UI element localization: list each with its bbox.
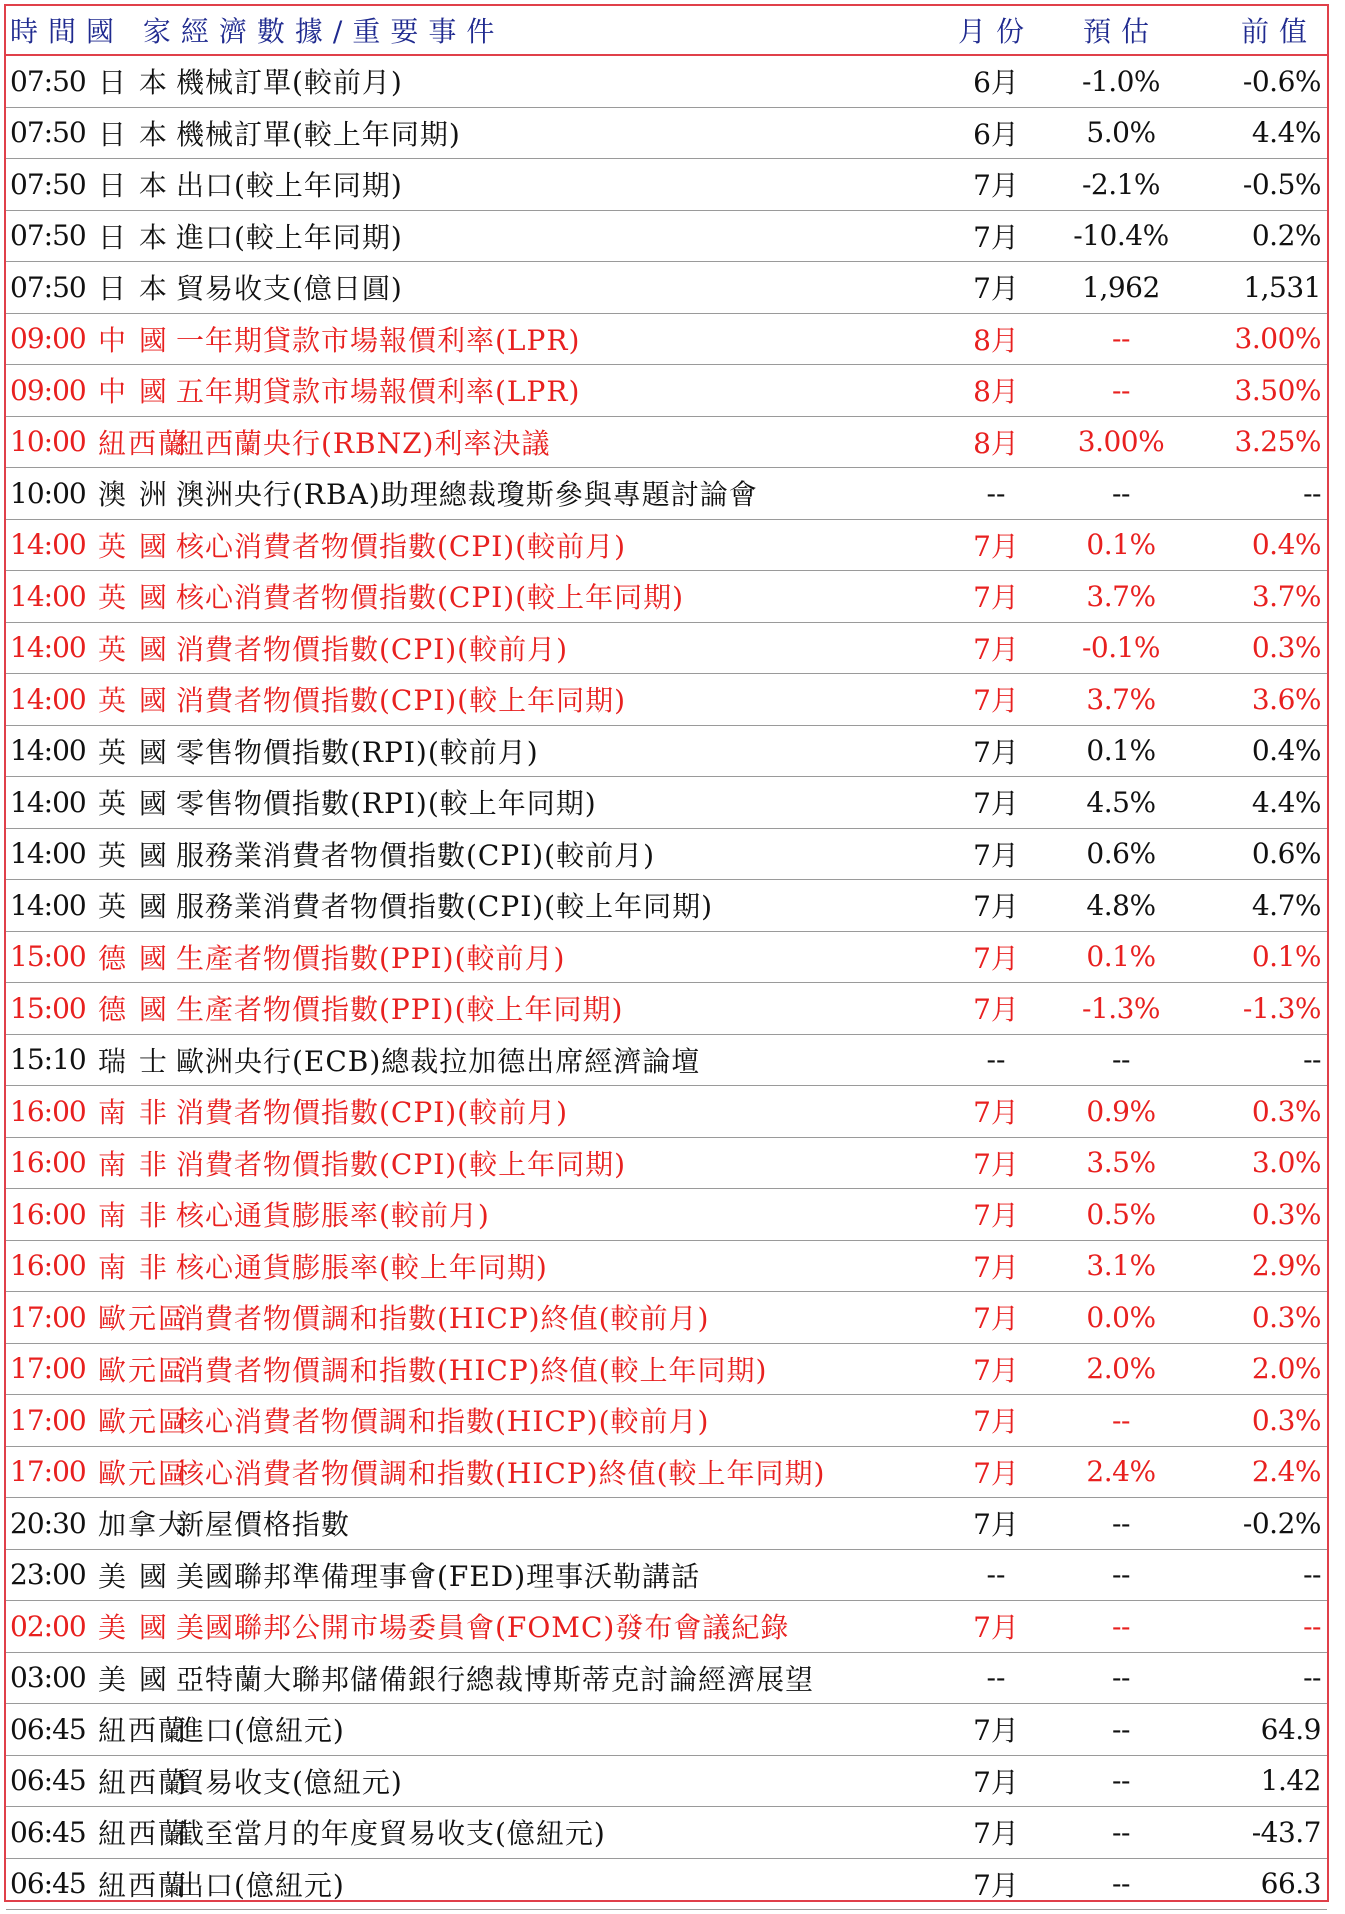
time-cell: 07:50: [10, 64, 86, 98]
previous-cell: 1.42: [1260, 1764, 1321, 1798]
country-cell: 英 國: [98, 735, 169, 769]
time-cell: 14:00: [10, 837, 86, 871]
previous-cell: 3.6%: [1251, 682, 1321, 716]
table-row: [6, 880, 1327, 932]
previous-cell: --: [1303, 1558, 1321, 1592]
event-cell: 歐洲央行(ECB)總裁拉加德出席經濟論壇: [176, 1044, 701, 1078]
estimate-cell: 5.0%: [1086, 116, 1156, 150]
header-time-country-event: 時間國 家經濟數據/重要事件: [10, 15, 505, 48]
event-cell: 消費者物價調和指數(HICP)終值(較上年同期): [176, 1353, 768, 1387]
event-cell: 亞特蘭大聯邦儲備銀行總裁博斯蒂克討論經濟展望: [176, 1662, 815, 1696]
event-cell: 生產者物價指數(PPI)(較前月): [176, 941, 566, 975]
table-row: [6, 983, 1327, 1035]
table-row: [6, 159, 1327, 211]
estimate-cell: 3.00%: [1077, 425, 1165, 459]
event-cell: 貿易收支(億紐元): [176, 1765, 403, 1799]
previous-cell: 0.1%: [1251, 940, 1321, 974]
table-row: [6, 365, 1327, 417]
time-cell: 10:00: [10, 425, 86, 459]
estimate-cell: 0.5%: [1086, 1197, 1156, 1231]
country-cell: 英 國: [98, 581, 169, 615]
event-cell: 進口(億紐元): [176, 1714, 345, 1748]
time-cell: 15:00: [10, 991, 86, 1025]
month-cell: 8月: [973, 323, 1019, 357]
country-cell: 歐元區: [98, 1405, 189, 1439]
previous-cell: 0.3%: [1251, 1300, 1321, 1334]
estimate-cell: 3.1%: [1086, 1249, 1156, 1283]
event-cell: 核心消費者物價調和指數(HICP)(較前月): [176, 1405, 710, 1439]
event-cell: 消費者物價調和指數(HICP)終值(較前月): [176, 1302, 710, 1336]
time-cell: 14:00: [10, 528, 86, 562]
estimate-cell: 1,962: [1082, 270, 1160, 304]
estimate-cell: --: [1112, 1403, 1130, 1437]
previous-cell: 0.4%: [1251, 734, 1321, 768]
table-row: [6, 777, 1327, 829]
estimate-cell: --: [1112, 1506, 1130, 1540]
country-cell: 歐元區: [98, 1353, 189, 1387]
previous-cell: -1.3%: [1242, 991, 1321, 1025]
country-cell: 中 國: [98, 323, 169, 357]
month-cell: 7月: [973, 993, 1019, 1027]
table-row: [6, 623, 1327, 675]
previous-cell: 4.7%: [1251, 888, 1321, 922]
month-cell: 7月: [973, 1868, 1019, 1902]
time-cell: 14:00: [10, 734, 86, 768]
event-cell: 一年期貸款市場報價利率(LPR): [176, 323, 581, 357]
country-cell: 紐西蘭: [98, 426, 189, 460]
table-row: [6, 674, 1327, 726]
month-cell: 6月: [973, 117, 1019, 151]
previous-cell: --: [1303, 476, 1321, 510]
time-cell: 03:00: [10, 1661, 86, 1695]
time-cell: 15:10: [10, 1043, 86, 1077]
time-cell: 02:00: [10, 1609, 86, 1643]
estimate-cell: 0.1%: [1086, 734, 1156, 768]
previous-cell: 3.0%: [1251, 1146, 1321, 1180]
estimate-cell: 4.8%: [1086, 888, 1156, 922]
month-cell: 8月: [973, 375, 1019, 409]
time-cell: 06:45: [10, 1712, 86, 1746]
previous-cell: -0.2%: [1242, 1506, 1321, 1540]
time-cell: 07:50: [10, 116, 86, 150]
event-cell: 服務業消費者物價指數(CPI)(較前月): [176, 838, 656, 872]
month-cell: 7月: [973, 220, 1019, 254]
time-cell: 17:00: [10, 1455, 86, 1489]
estimate-cell: 4.5%: [1086, 785, 1156, 819]
previous-cell: --: [1303, 1609, 1321, 1643]
month-cell: 7月: [973, 1250, 1019, 1284]
estimate-cell: 2.4%: [1086, 1455, 1156, 1489]
estimate-cell: --: [1112, 1661, 1130, 1695]
table-row: [6, 1550, 1327, 1602]
header-estimate: 預估: [1082, 15, 1159, 48]
country-cell: 紐西蘭: [98, 1765, 189, 1799]
previous-cell: 0.3%: [1251, 1094, 1321, 1128]
month-cell: 7月: [973, 684, 1019, 718]
previous-cell: 2.9%: [1251, 1249, 1321, 1283]
event-cell: 機械訂單(較前月): [176, 66, 403, 100]
event-cell: 貿易收支(億日圓): [176, 272, 403, 306]
previous-cell: 3.00%: [1234, 322, 1321, 356]
estimate-cell: --: [1112, 1867, 1130, 1901]
month-cell: 7月: [973, 581, 1019, 615]
country-cell: 美 國: [98, 1662, 169, 1696]
event-cell: 截至當月的年度貿易收支(億紐元): [176, 1817, 606, 1851]
time-cell: 14:00: [10, 785, 86, 819]
month-cell: 7月: [973, 838, 1019, 872]
country-cell: 日 本: [98, 169, 169, 203]
country-cell: 澳 洲: [98, 478, 169, 512]
table-row: [6, 468, 1327, 520]
previous-cell: 66.3: [1260, 1867, 1321, 1901]
table-row: [6, 211, 1327, 263]
month-cell: 7月: [973, 529, 1019, 563]
country-cell: 英 國: [98, 684, 169, 718]
country-cell: 美 國: [98, 1559, 169, 1593]
month-cell: 7月: [973, 941, 1019, 975]
event-cell: 進口(較上年同期): [176, 220, 403, 254]
previous-cell: --: [1303, 1661, 1321, 1695]
estimate-cell: -2.1%: [1081, 167, 1161, 201]
time-cell: 20:30: [10, 1506, 86, 1540]
month-cell: 7月: [973, 1199, 1019, 1233]
time-cell: 17:00: [10, 1352, 86, 1386]
event-cell: 機械訂單(較上年同期): [176, 117, 461, 151]
month-cell: 7月: [973, 1096, 1019, 1130]
event-cell: 五年期貸款市場報價利率(LPR): [176, 375, 581, 409]
table-row: [6, 520, 1327, 572]
event-cell: 消費者物價指數(CPI)(較前月): [176, 1096, 569, 1130]
time-cell: 09:00: [10, 322, 86, 356]
table-row: [6, 314, 1327, 366]
previous-cell: -43.7: [1251, 1815, 1321, 1849]
month-cell: 7月: [973, 1147, 1019, 1181]
time-cell: 07:50: [10, 219, 86, 253]
table-row: [6, 1138, 1327, 1190]
table-row: [6, 1035, 1327, 1087]
event-cell: 生產者物價指數(PPI)(較上年同期): [176, 993, 624, 1027]
estimate-cell: --: [1112, 1043, 1130, 1077]
previous-cell: 2.4%: [1251, 1455, 1321, 1489]
country-cell: 日 本: [98, 220, 169, 254]
time-cell: 16:00: [10, 1249, 86, 1283]
previous-cell: 2.0%: [1251, 1352, 1321, 1386]
table-row: [6, 108, 1327, 160]
month-cell: 7月: [973, 272, 1019, 306]
time-cell: 17:00: [10, 1403, 86, 1437]
previous-cell: 0.6%: [1251, 837, 1321, 871]
table-row: [6, 1653, 1327, 1705]
month-cell: --: [986, 1043, 1006, 1077]
month-cell: 7月: [973, 787, 1019, 821]
country-cell: 加拿大: [98, 1508, 189, 1542]
country-cell: 瑞 士: [98, 1044, 169, 1078]
country-cell: 南 非: [98, 1147, 169, 1181]
country-cell: 紐西蘭: [98, 1714, 189, 1748]
month-cell: 7月: [973, 1765, 1019, 1799]
estimate-cell: --: [1112, 1764, 1130, 1798]
previous-cell: 3.25%: [1234, 425, 1321, 459]
month-cell: 6月: [973, 66, 1019, 100]
estimate-cell: -1.0%: [1081, 64, 1161, 98]
previous-cell: -0.5%: [1242, 167, 1321, 201]
time-cell: 16:00: [10, 1197, 86, 1231]
month-cell: 8月: [973, 426, 1019, 460]
time-cell: 14:00: [10, 682, 86, 716]
header-previous: 前值: [1240, 15, 1317, 48]
table-row: [6, 726, 1327, 778]
event-cell: 核心消費者物價指數(CPI)(較上年同期): [176, 581, 685, 615]
month-cell: 7月: [973, 890, 1019, 924]
table-row: [6, 56, 1327, 108]
previous-cell: 0.3%: [1251, 1403, 1321, 1437]
estimate-cell: --: [1112, 1712, 1130, 1746]
event-cell: 服務業消費者物價指數(CPI)(較上年同期): [176, 890, 714, 924]
table-row: [6, 1344, 1327, 1396]
event-cell: 核心消費者物價指數(CPI)(較前月): [176, 529, 627, 563]
event-cell: 美國聯邦準備理事會(FED)理事沃勒講話: [176, 1559, 701, 1593]
month-cell: 7月: [973, 735, 1019, 769]
previous-cell: 4.4%: [1251, 785, 1321, 819]
previous-cell: 3.50%: [1234, 373, 1321, 407]
month-cell: 7月: [973, 1508, 1019, 1542]
country-cell: 南 非: [98, 1250, 169, 1284]
table-row: [6, 1189, 1327, 1241]
country-cell: 德 國: [98, 941, 169, 975]
estimate-cell: 0.9%: [1086, 1094, 1156, 1128]
table-row: [6, 1601, 1327, 1653]
estimate-cell: --: [1112, 322, 1130, 356]
event-cell: 核心消費者物價調和指數(HICP)終值(較上年同期): [176, 1456, 826, 1490]
event-cell: 核心通貨膨脹率(較前月): [176, 1199, 490, 1233]
estimate-cell: --: [1112, 476, 1130, 510]
estimate-cell: 3.5%: [1086, 1146, 1156, 1180]
time-cell: 15:00: [10, 940, 86, 974]
time-cell: 17:00: [10, 1300, 86, 1334]
event-cell: 美國聯邦公開市場委員會(FOMC)發布會議紀錄: [176, 1611, 790, 1645]
event-cell: 出口(較上年同期): [176, 169, 403, 203]
previous-cell: 1,531: [1243, 270, 1321, 304]
month-cell: --: [986, 476, 1006, 510]
table-row: [6, 1756, 1327, 1808]
time-cell: 14:00: [10, 631, 86, 665]
estimate-cell: --: [1112, 1609, 1130, 1643]
previous-cell: 64.9: [1260, 1712, 1321, 1746]
country-cell: 中 國: [98, 375, 169, 409]
month-cell: --: [986, 1558, 1006, 1592]
country-cell: 英 國: [98, 838, 169, 872]
country-cell: 美 國: [98, 1611, 169, 1645]
table-row: [6, 1292, 1327, 1344]
estimate-cell: -10.4%: [1073, 219, 1169, 253]
country-cell: 日 本: [98, 66, 169, 100]
country-cell: 英 國: [98, 632, 169, 666]
event-cell: 核心通貨膨脹率(較上年同期): [176, 1250, 548, 1284]
event-cell: 消費者物價指數(CPI)(較上年同期): [176, 1147, 627, 1181]
time-cell: 14:00: [10, 888, 86, 922]
event-cell: 澳洲央行(RBA)助理總裁瓊斯參與專題討論會: [176, 478, 758, 512]
time-cell: 16:00: [10, 1146, 86, 1180]
table-row: [6, 571, 1327, 623]
estimate-cell: 0.1%: [1086, 940, 1156, 974]
table-header: [6, 6, 1327, 56]
country-cell: 英 國: [98, 529, 169, 563]
estimate-cell: 2.0%: [1086, 1352, 1156, 1386]
table-row: [6, 1395, 1327, 1447]
table-row: [6, 829, 1327, 881]
table-row: [6, 932, 1327, 984]
country-cell: 南 非: [98, 1096, 169, 1130]
previous-cell: 0.2%: [1251, 219, 1321, 253]
previous-cell: 0.4%: [1251, 528, 1321, 562]
estimate-cell: 0.6%: [1086, 837, 1156, 871]
table-row: [6, 1807, 1327, 1859]
previous-cell: -0.6%: [1242, 64, 1321, 98]
month-cell: 7月: [973, 1405, 1019, 1439]
country-cell: 英 國: [98, 890, 169, 924]
country-cell: 南 非: [98, 1199, 169, 1233]
estimate-cell: --: [1112, 1815, 1130, 1849]
month-cell: --: [986, 1661, 1006, 1695]
estimate-cell: 3.7%: [1086, 682, 1156, 716]
country-cell: 歐元區: [98, 1302, 189, 1336]
event-cell: 消費者物價指數(CPI)(較上年同期): [176, 684, 627, 718]
table-row: [6, 417, 1327, 469]
month-cell: 7月: [973, 1611, 1019, 1645]
country-cell: 德 國: [98, 993, 169, 1027]
time-cell: 06:45: [10, 1764, 86, 1798]
time-cell: 06:45: [10, 1815, 86, 1849]
time-cell: 10:00: [10, 476, 86, 510]
time-cell: 07:50: [10, 270, 86, 304]
event-cell: 出口(億紐元): [176, 1868, 345, 1902]
month-cell: 7月: [973, 1353, 1019, 1387]
previous-cell: 3.7%: [1251, 579, 1321, 613]
event-cell: 消費者物價指數(CPI)(較前月): [176, 632, 569, 666]
event-cell: 紐西蘭央行(RBNZ)利率決議: [176, 426, 551, 460]
event-cell: 零售物價指數(RPI)(較前月): [176, 735, 539, 769]
table-row: [6, 1447, 1327, 1499]
month-cell: 7月: [973, 169, 1019, 203]
country-cell: 日 本: [98, 117, 169, 151]
month-cell: 7月: [973, 1714, 1019, 1748]
country-cell: 英 國: [98, 787, 169, 821]
previous-cell: 0.3%: [1251, 1197, 1321, 1231]
previous-cell: 4.4%: [1251, 116, 1321, 150]
country-cell: 歐元區: [98, 1456, 189, 1490]
country-cell: 日 本: [98, 272, 169, 306]
month-cell: 7月: [973, 1302, 1019, 1336]
month-cell: 7月: [973, 1817, 1019, 1851]
table-row: [6, 1241, 1327, 1293]
event-table-body: [6, 56, 1327, 1910]
header-month: 月份: [957, 15, 1034, 48]
country-cell: 紐西蘭: [98, 1817, 189, 1851]
event-cell: 零售物價指數(RPI)(較上年同期): [176, 787, 597, 821]
estimate-cell: --: [1112, 373, 1130, 407]
estimate-cell: -1.3%: [1081, 991, 1161, 1025]
estimate-cell: 3.7%: [1086, 579, 1156, 613]
table-row: [6, 1859, 1327, 1911]
time-cell: 14:00: [10, 579, 86, 613]
month-cell: 7月: [973, 632, 1019, 666]
estimate-cell: -0.1%: [1081, 631, 1161, 665]
table-row: [6, 1498, 1327, 1550]
month-cell: 7月: [973, 1456, 1019, 1490]
estimate-cell: 0.0%: [1086, 1300, 1156, 1334]
time-cell: 23:00: [10, 1558, 86, 1592]
time-cell: 07:50: [10, 167, 86, 201]
event-cell: 新屋價格指數: [176, 1508, 351, 1542]
table-row: [6, 1704, 1327, 1756]
time-cell: 09:00: [10, 373, 86, 407]
previous-cell: 0.3%: [1251, 631, 1321, 665]
estimate-cell: 0.1%: [1086, 528, 1156, 562]
table-row: [6, 1086, 1327, 1138]
time-cell: 06:45: [10, 1867, 86, 1901]
time-cell: 16:00: [10, 1094, 86, 1128]
table-row: [6, 262, 1327, 314]
country-cell: 紐西蘭: [98, 1868, 189, 1902]
estimate-cell: --: [1112, 1558, 1130, 1592]
previous-cell: --: [1303, 1043, 1321, 1077]
